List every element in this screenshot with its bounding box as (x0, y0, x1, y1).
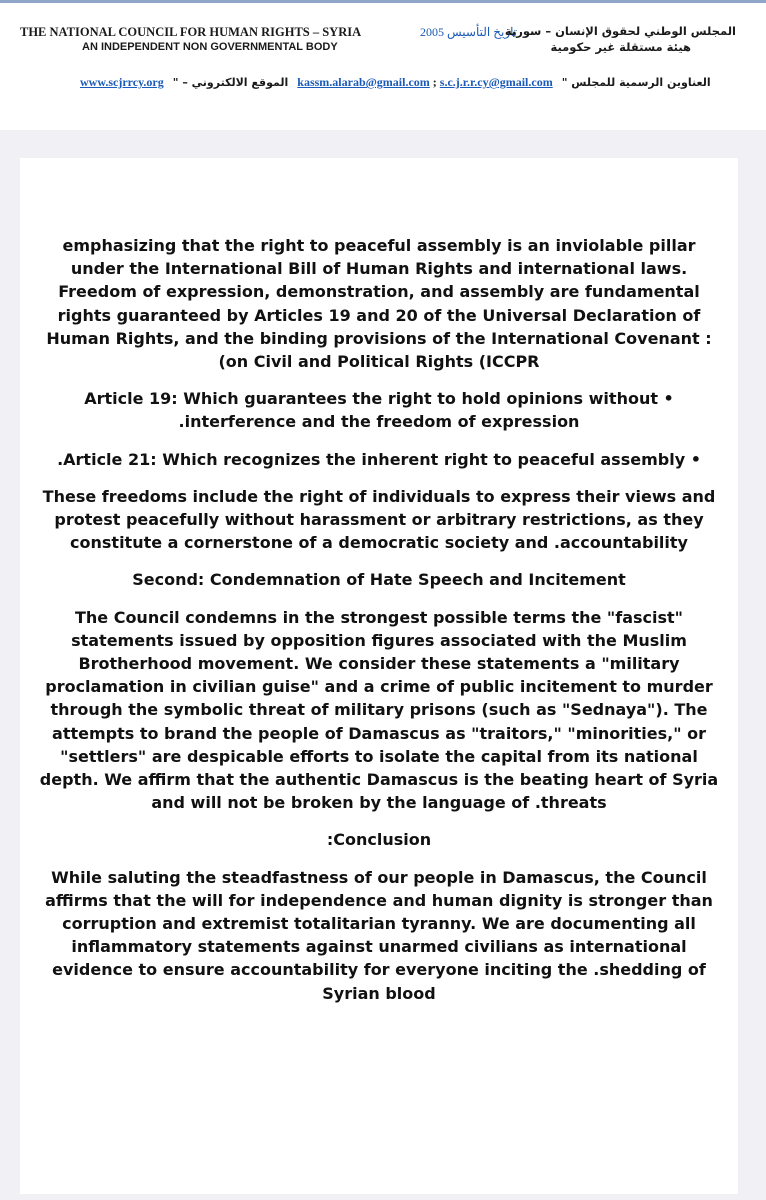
paragraph-condemnation: The Council condemns in the strongest possible terms the "fascist" statements issued by opposition figures associated with the Muslim Brotherhood movement. We consider these statements a "military proclamation in civilian guise" and a crime of public incitement to murder through the symbolic threat of military prisons (such as "Sednaya"). The attempts to brand the people of Damascus as "traitors," "minorities," or "settlers" are despicable efforts to isolate the capital from its national depth. We affirm that the authentic Damascus is the beating heart of Syria and will not be broken by the language of .threats (39, 607, 719, 813)
org-name-ar: المجلس الوطني لحقوق الإنسان – سورية (504, 24, 736, 38)
letterhead-rule (0, 0, 766, 12)
addresses-label-ar: العناوين الرسمية للمجلس " (561, 76, 711, 89)
section-heading-conclusion: :Conclusion (326, 830, 432, 850)
contact-line (80, 75, 711, 90)
article-21-item: .Article 21: Which recognizes the inherent right to peaceful assembly • (57, 449, 701, 469)
document-body (20, 234, 738, 1019)
founded-year: تاريخ التأسيس 2005 (420, 25, 518, 39)
org-subtitle-ar: هيئة مستقلة غير حكومية (550, 40, 691, 54)
article-19-item: Article 19: Which guarantees the right to hold opinions without • .interference and the freedom of expression (84, 389, 674, 432)
email-separator: ; (432, 75, 440, 89)
org-name-en: THE NATIONAL COUNCIL FOR HUMAN RIGHTS – SYRIA (20, 25, 362, 39)
website-label-ar: الموقع الالكتروني – " (172, 76, 289, 89)
email-link-1[interactable]: kassm.alarab@gmail.com (297, 75, 430, 89)
section-heading-second: Second: Condemnation of Hate Speech and Incitement (132, 570, 626, 590)
paragraph-conclusion: While saluting the steadfastness of our people in Damascus, the Council affirms that the will for independence and human dignity is stronger than corruption and extremist totalitarian tyranny. We are documenting all inflammatory statements against unarmed civilians as international evidence to ensure accountability for everyone inciting the .shedding of Syrian blood (45, 867, 713, 1003)
letterhead (0, 0, 766, 130)
org-subtitle-en: AN INDEPENDENT NON GOVERNMENTAL BODY (82, 41, 338, 53)
paragraph-freedoms: These freedoms include the right of individuals to express their views and protest peacefully without harassment or arbitrary restrictions, as they constitute a cornerstone of a democratic society and .accountability (42, 486, 716, 553)
document-page (20, 158, 738, 1194)
email-link-2[interactable]: s.c.j.r.r.cy@gmail.com (439, 75, 553, 89)
paragraph-assembly-rights: emphasizing that the right to peaceful assembly is an inviolable pillar under the International Bill of Human Rights and international laws. Freedom of expression, demonstration, and assembly are fundamental rights guaranteed by Articles 19 and 20 of the Universal Declaration of Human Rights, and the binding provisions of the International Covenant :(on Civil and Political Rights (ICCPR (46, 236, 712, 372)
website-link[interactable]: www.scjrrcy.org (80, 75, 164, 89)
